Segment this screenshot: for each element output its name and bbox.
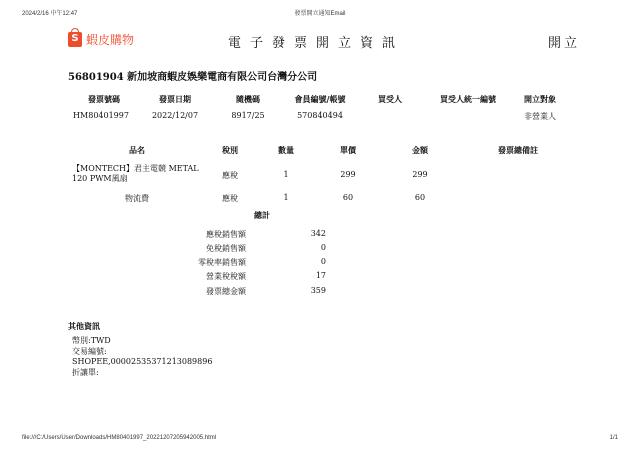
header-value-random-code: 8917/25 [231,111,265,120]
header-label-buyer: 買受人 [378,94,402,104]
totals-value-invoice-total: 359 [310,286,326,295]
invoice-status: 開立 [548,36,581,51]
item-amount: 299 [412,170,428,179]
totals-value-tax-free-sales: 0 [320,243,326,252]
item-tax: 應稅 [222,194,238,203]
item-qty: 1 [283,193,289,202]
shopping-bag-icon: S [68,32,82,47]
item-name: 物流費 [125,194,149,203]
print-page-number: 1/1 [609,435,618,441]
print-page-title: 發票開立通知Email [294,11,346,17]
items-col-qty: 數量 [278,145,294,155]
item-price: 299 [340,170,356,179]
totals-title: 總計 [254,210,270,220]
document-title: 電子發票開立資訊 [228,36,405,51]
header-value-recipient-type: 非營業人 [524,112,556,121]
totals-value-zero-rate-sales: 0 [320,257,326,266]
items-col-amount: 金額 [412,145,428,155]
items-col-price: 單價 [340,145,356,155]
header-label-random-code: 隨機碼 [236,94,260,104]
items-col-name: 品名 [129,145,145,155]
totals-label-business-tax: 營業稅稅額 [206,272,246,281]
items-col-note: 發票總備註 [498,145,538,155]
header-value-invoice-number: HM80401997 [73,111,129,120]
other-info-allowance: 折讓單: [72,367,99,377]
shopee-logo [68,30,134,48]
header-value-invoice-date: 2022/12/07 [151,111,199,120]
print-file-url: file:///C:/Users/User/Downloads/HM80401997_20221207205942005.html [22,435,217,441]
totals-label-zero-rate-sales: 零稅率銷售額 [198,258,246,267]
other-info [72,336,212,378]
other-info-transaction-id: SHOPEE,00002535371213089896 [72,357,213,366]
item-name: 【MONTECH】君主電競 METAL 120 PWM風扇 [72,164,199,183]
totals-value-business-tax: 17 [315,271,326,280]
print-header [0,8,640,18]
header-value-member-id: 570840494 [297,111,343,120]
other-info-currency: 幣別:TWD [72,336,111,345]
header-label-invoice-date: 發票日期 [159,94,191,104]
item-tax: 應稅 [222,171,238,180]
header-label-recipient-type: 開立對象 [524,94,556,104]
totals-label-invoice-total: 發票總金額 [206,287,246,296]
item-amount: 60 [414,193,426,202]
header-label-buyer-tax-id: 買受人統一編號 [440,94,496,104]
print-datetime: 2024/2/16 中午12:47 [22,11,78,17]
other-info-title: 其他資訊 [68,321,100,331]
other-info-transaction-label: 交易編號: [72,346,107,356]
seller-name: 56801904 新加坡商蝦皮娛樂電商有限公司台灣分公司 [68,72,318,83]
totals-label-tax-free-sales: 免稅銷售額 [206,244,246,253]
items-col-tax: 稅別 [222,145,238,155]
header-label-member-id: 會員編號/帳號 [294,94,346,104]
item-qty: 1 [283,170,289,179]
item-price: 60 [342,193,354,202]
header-label-invoice-number: 發票號碼 [88,94,120,104]
logo-text: 蝦皮購物 [86,32,135,47]
totals-value-taxable-sales: 342 [310,229,326,238]
totals-label-taxable-sales: 應稅銷售額 [206,230,246,239]
